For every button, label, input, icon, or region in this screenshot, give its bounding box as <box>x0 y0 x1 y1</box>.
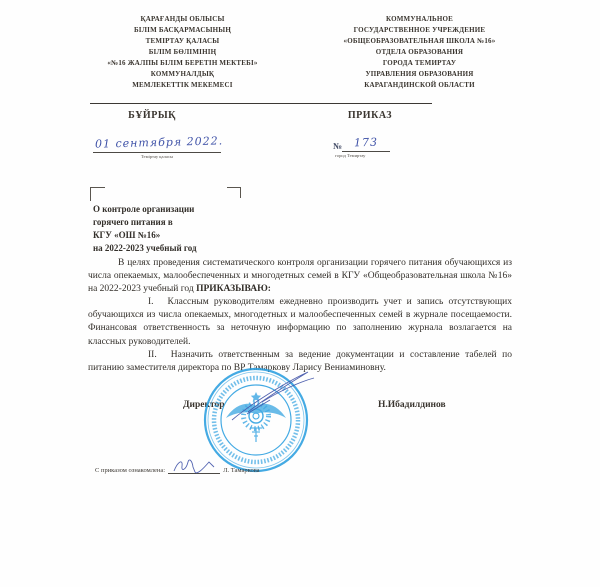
letterhead-line: УПРАВЛЕНИЯ ОБРАЗОВАНИЯ <box>365 70 474 78</box>
item-number: I. <box>148 297 154 308</box>
acknowledgement-signature-line <box>168 461 220 474</box>
director-title: Директор <box>183 400 225 410</box>
letterhead-kazakh <box>60 14 305 91</box>
letterhead-line: ТЕМІРТАУ ҚАЛАСЫ <box>145 37 220 45</box>
letterhead-line: «№16 ЖАЛПЫ БІЛІМ БЕРЕТІН МЕКТЕБІ» <box>107 59 258 67</box>
letterhead-line: БІЛІМ БАСҚАРМАСЫНЫҢ <box>133 26 232 34</box>
letterhead-line: ГОРОДА ТЕМИРТАУ <box>382 59 457 67</box>
subject-line: О контроле организации <box>93 204 195 214</box>
intro-text: В целях проведения систематического контроля организации горячего питания обучающихся из числа опекаемых, малообеспеченных и многодетных семей в КГУ «Общеобразовательная школа №16» на 2022-2023 учебный год <box>88 258 512 295</box>
corner-bracket-right <box>227 187 241 198</box>
letterhead-line: КОММУНАЛДЫҚ <box>150 70 215 78</box>
number-sign: № <box>333 141 343 151</box>
director-name: Н.Ибадилдинов <box>378 400 446 410</box>
acknowledgement-name: Л. Тамаркова <box>223 467 260 474</box>
acknowledgement-label: С приказом ознакомлена: <box>95 467 166 474</box>
item-number: II. <box>148 349 157 360</box>
item-text: Назначить ответственным за ведение документации и составление табелей по питанию заместителя директора по ВР Тамаркову Ларису Вениаминовну. <box>88 349 512 373</box>
header-divider <box>90 103 432 104</box>
acknowledgement-row <box>95 461 260 474</box>
subject-line: КГУ «ОШ №16» <box>93 230 161 240</box>
number-block <box>333 133 390 158</box>
letterhead-russian <box>297 14 542 91</box>
order-title-kazakh: БҰЙРЫҚ <box>128 110 176 121</box>
intro-paragraph <box>88 257 512 296</box>
handwritten-date: 01 сентября 2022. <box>94 134 224 151</box>
order-subject <box>93 203 243 255</box>
letterhead-line: КОММУНАЛЬНОЕ <box>386 15 453 23</box>
letterhead-line: ГОСУДАРСТВЕННОЕ УЧРЕЖДЕНИЕ <box>353 26 486 34</box>
date-block <box>93 133 224 159</box>
subject-line: на 2022-2023 учебный год <box>93 243 197 253</box>
order-title-russian: ПРИКАЗ <box>347 110 393 121</box>
item-text: Классным руководителям ежедневно производить учет и запись отсутствующих обучающихся из числа опекаемых, многодетных и малообеспеченных семей в журнале посещаемости. Финансовая ответственность за неточную информацию по заполнению журнала возлагается на классных руководителей. <box>88 297 512 347</box>
corner-bracket-left <box>90 187 105 201</box>
letterhead-line: ОТДЕЛА ОБРАЗОВАНИЯ <box>375 48 464 56</box>
date-caption: Теміртау қаласы <box>140 154 174 159</box>
intro-keyword: ПРИКАЗЫВАЮ: <box>196 284 271 295</box>
order-item <box>88 296 512 348</box>
order-body <box>88 257 512 375</box>
number-caption: город Темиртау <box>335 153 366 158</box>
letterhead-line: «ОБЩЕОБРАЗОВАТЕЛЬНАЯ ШКОЛА №16» <box>343 37 496 45</box>
letterhead-line: КАРАГАНДИНСКОЙ ОБЛАСТИ <box>364 81 475 89</box>
letterhead-line: МЕМЛЕКЕТТІК МЕКЕМЕСІ <box>132 81 233 89</box>
letterhead-line: БІЛІМ БӨЛІМІНІҢ <box>148 48 217 56</box>
acknowledgement-signature <box>168 457 220 475</box>
handwritten-number: 173 <box>353 135 379 150</box>
subject-line: горячего питания в <box>93 217 173 227</box>
letterhead-line: ҚАРАҒАНДЫ ОБЛЫСЫ <box>140 15 225 23</box>
